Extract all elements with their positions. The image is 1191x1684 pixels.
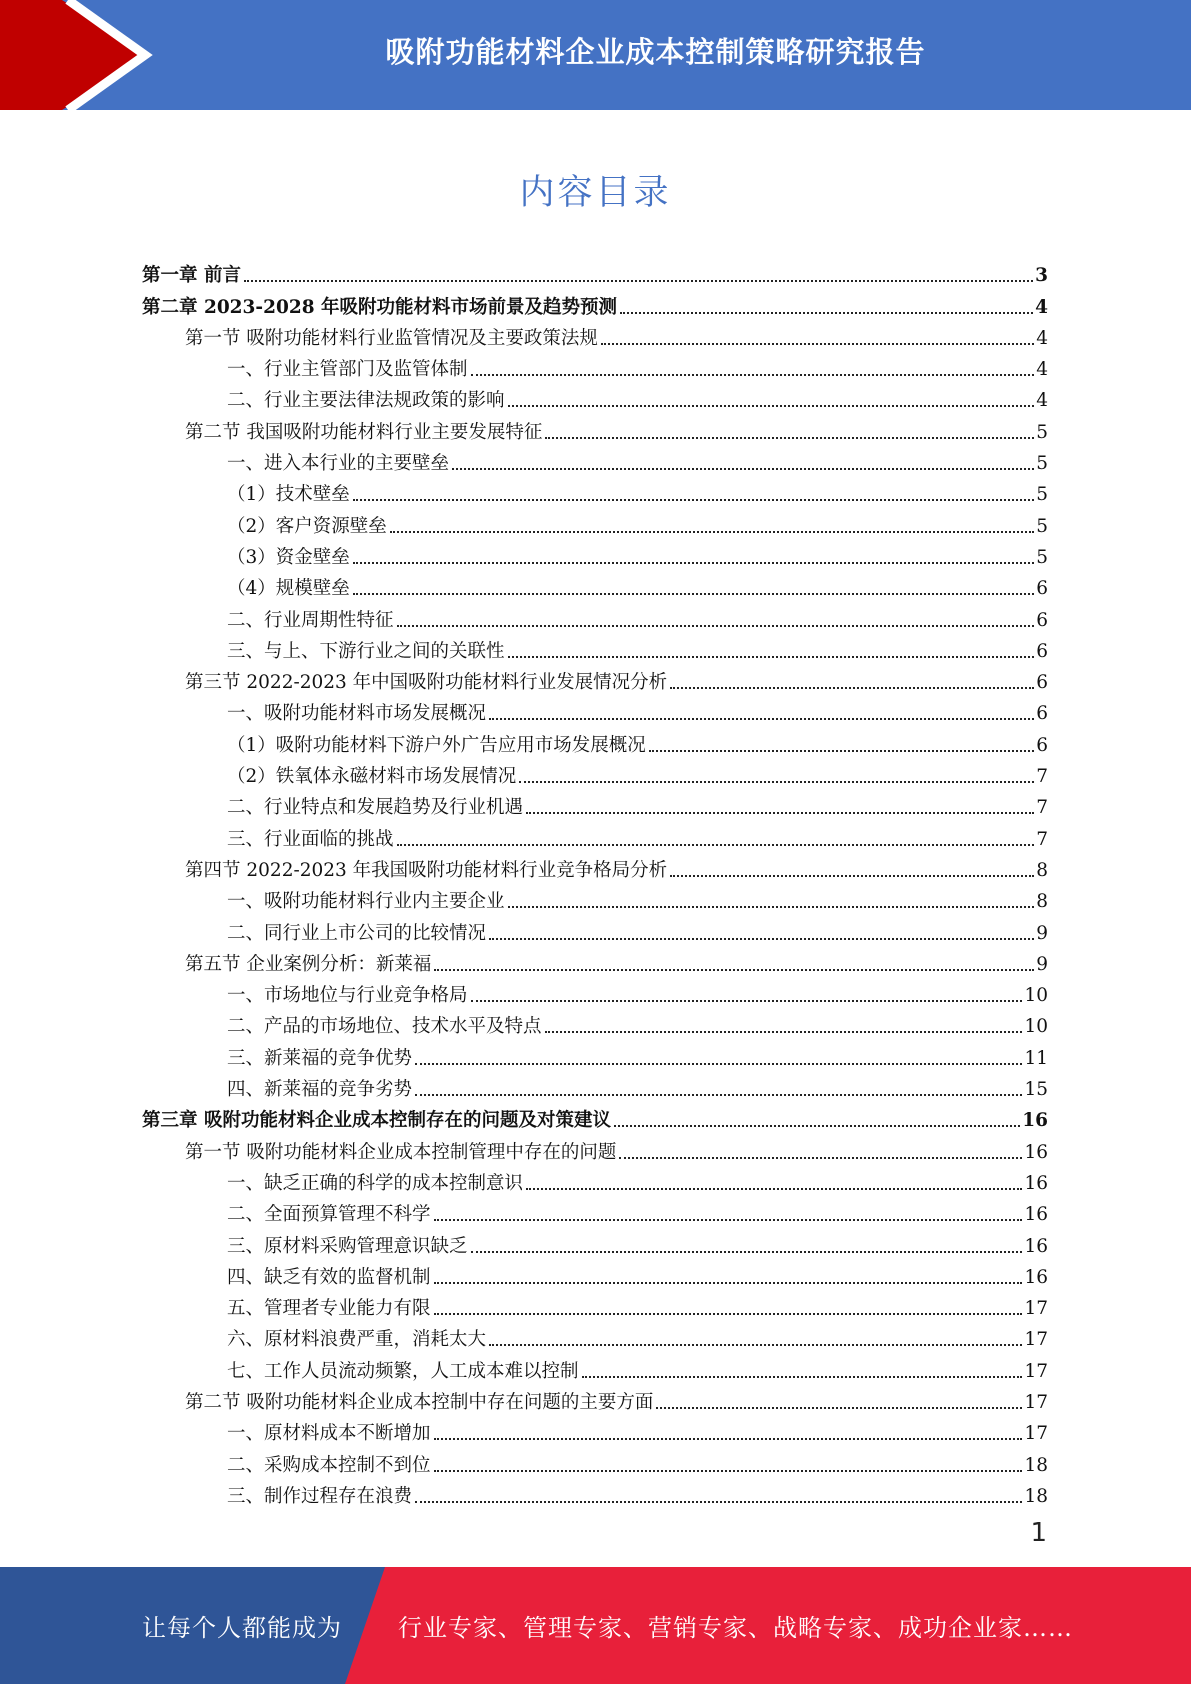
table-of-contents	[142, 256, 1048, 1508]
toc-leader-dots	[508, 656, 1035, 658]
toc-entry-page: 4	[1036, 359, 1048, 381]
toc-leader-dots	[526, 1188, 1022, 1190]
toc-leader-dots	[489, 718, 1034, 720]
toc-entry-label: 二、产品的市场地位、技术水平及特点	[227, 1016, 542, 1038]
toc-entry[interactable]	[142, 1226, 1048, 1257]
toc-entry[interactable]	[142, 1414, 1048, 1445]
toc-entry-page: 5	[1036, 546, 1048, 568]
toc-entry[interactable]	[142, 475, 1048, 506]
toc-entry-page: 7	[1036, 797, 1048, 819]
toc-entry[interactable]	[142, 1132, 1048, 1163]
toc-entry-label: 第二章 2023-2028 年吸附功能材料市场前景及趋势预测	[142, 296, 618, 318]
toc-heading: 内容目录	[519, 173, 672, 213]
toc-entry-page: 6	[1036, 734, 1048, 756]
toc-entry[interactable]	[142, 1477, 1048, 1508]
toc-entry-label: 第一节 吸附功能材料行业监管情况及主要政策法规	[185, 327, 598, 349]
toc-entry-label: 七、工作人员流动频繁，人工成本难以控制	[227, 1360, 579, 1382]
toc-entry-label: 第一章 前言	[142, 265, 241, 287]
toc-entry-label: 一、行业主管部门及监管体制	[227, 359, 468, 381]
toc-entry-page: 5	[1036, 484, 1048, 506]
toc-entry-page: 4	[1036, 390, 1048, 412]
toc-entry[interactable]	[142, 945, 1048, 976]
toc-entry-page: 6	[1036, 640, 1048, 662]
toc-entry-page: 15	[1024, 1079, 1048, 1101]
toc-leader-dots	[489, 1344, 1022, 1346]
toc-entry-page: 5	[1036, 453, 1048, 475]
toc-entry-label: （2）铁氧体永磁材料市场发展情况	[227, 766, 517, 788]
toc-entry-label: 三、原材料采购管理意识缺乏	[227, 1235, 468, 1257]
toc-entry-label: 第一节 吸附功能材料企业成本控制管理中存在的问题	[185, 1141, 617, 1163]
toc-entry-page: 17	[1024, 1329, 1048, 1351]
toc-entry-label: 二、同行业上市公司的比较情况	[227, 922, 487, 944]
toc-leader-dots	[415, 1063, 1022, 1065]
toc-entry-label: 六、原材料浪费严重，消耗太大	[227, 1329, 487, 1351]
toc-entry[interactable]	[142, 788, 1048, 819]
toc-leader-dots	[601, 343, 1034, 345]
toc-entry-label: 三、制作过程存在浪费	[227, 1485, 413, 1507]
toc-entry-page: 16	[1024, 1235, 1048, 1257]
toc-leader-dots	[434, 1313, 1023, 1315]
toc-leader-dots	[434, 1470, 1023, 1472]
toc-entry[interactable]	[142, 350, 1048, 381]
toc-leader-dots	[434, 1438, 1023, 1440]
toc-leader-dots	[434, 969, 1034, 971]
toc-entry-label: 第二节 我国吸附功能材料行业主要发展特征	[185, 421, 543, 443]
toc-leader-dots	[649, 750, 1034, 752]
toc-entry-label: （2）客户资源壁垒	[227, 515, 387, 537]
toc-entry[interactable]	[142, 412, 1048, 443]
toc-entry-label: 一、吸附功能材料行业内主要企业	[227, 891, 505, 913]
toc-leader-dots	[471, 1251, 1023, 1253]
toc-entry-label: 四、缺乏有效的监督机制	[227, 1266, 431, 1288]
toc-leader-dots	[670, 687, 1034, 689]
toc-leader-dots	[656, 1407, 1022, 1409]
footer-slogan-left: 让每个人都能成为	[142, 1614, 342, 1642]
footer-banner	[0, 1567, 1191, 1684]
toc-entry-page: 5	[1036, 421, 1048, 443]
toc-entry-page: 8	[1036, 859, 1048, 881]
toc-leader-dots	[415, 1094, 1022, 1096]
toc-entry-page: 6	[1036, 703, 1048, 725]
toc-entry-label: 第三章 吸附功能材料企业成本控制存在的问题及对策建议	[142, 1110, 611, 1132]
toc-entry[interactable]	[142, 882, 1048, 913]
toc-entry-page: 4	[1036, 327, 1048, 349]
toc-entry-label: 一、进入本行业的主要壁垒	[227, 453, 450, 475]
toc-entry[interactable]	[142, 913, 1048, 944]
toc-entry[interactable]	[142, 1351, 1048, 1382]
toc-entry[interactable]	[142, 694, 1048, 725]
toc-entry[interactable]	[142, 819, 1048, 850]
toc-entry-page: 16	[1024, 1141, 1048, 1163]
toc-entry[interactable]	[142, 632, 1048, 663]
toc-leader-dots	[415, 1501, 1022, 1503]
toc-entry[interactable]	[142, 319, 1048, 350]
toc-entry-page: 5	[1036, 515, 1048, 537]
toc-entry-page: 17	[1024, 1423, 1048, 1445]
toc-leader-dots	[471, 1000, 1023, 1002]
toc-leader-dots	[471, 374, 1035, 376]
toc-leader-dots	[353, 562, 1034, 564]
toc-leader-dots	[582, 1376, 1023, 1378]
toc-entry-label: 第五节 企业案例分析：新莱福	[185, 953, 432, 975]
toc-entry-page: 8	[1036, 891, 1048, 913]
toc-entry-label: 二、行业特点和发展趋势及行业机遇	[227, 797, 524, 819]
toc-entry[interactable]	[142, 1289, 1048, 1320]
toc-entry-page: 16	[1024, 1204, 1048, 1226]
toc-leader-dots	[614, 1125, 1020, 1127]
toc-entry-label: 五、管理者专业能力有限	[227, 1298, 431, 1320]
toc-entry[interactable]	[142, 851, 1048, 882]
toc-entry-label: 三、行业面临的挑战	[227, 828, 394, 850]
toc-entry[interactable]	[142, 381, 1048, 412]
header-banner	[0, 0, 1191, 110]
toc-entry-label: 四、新莱福的竞争劣势	[227, 1079, 413, 1101]
toc-leader-dots	[390, 531, 1034, 533]
toc-entry-page: 17	[1024, 1360, 1048, 1382]
toc-entry[interactable]	[142, 1320, 1048, 1351]
toc-entry-page: 18	[1024, 1454, 1048, 1476]
toc-entry-page: 6	[1036, 609, 1048, 631]
toc-entry-label: 一、原材料成本不断增加	[227, 1423, 431, 1445]
toc-entry-label: 二、全面预算管理不科学	[227, 1204, 431, 1226]
toc-leader-dots	[545, 1031, 1023, 1033]
toc-entry[interactable]	[142, 1007, 1048, 1038]
toc-entry-page: 16	[1024, 1172, 1048, 1194]
toc-leader-dots	[489, 938, 1034, 940]
toc-leader-dots	[508, 906, 1035, 908]
toc-entry[interactable]	[142, 444, 1048, 475]
toc-entry-page: 17	[1024, 1298, 1048, 1320]
toc-entry[interactable]	[142, 1445, 1048, 1476]
toc-entry-label: 二、采购成本控制不到位	[227, 1454, 431, 1476]
toc-entry[interactable]	[142, 256, 1048, 287]
toc-leader-dots	[434, 1219, 1023, 1221]
toc-entry-page: 4	[1035, 296, 1048, 318]
toc-entry[interactable]	[142, 1101, 1048, 1132]
toc-entry-page: 16	[1024, 1266, 1048, 1288]
toc-entry-label: 一、缺乏正确的科学的成本控制意识	[227, 1172, 524, 1194]
toc-entry-label: 一、吸附功能材料市场发展概况	[227, 703, 487, 725]
toc-entry[interactable]	[142, 1164, 1048, 1195]
toc-entry-label: 一、市场地位与行业竞争格局	[227, 985, 468, 1007]
toc-entry[interactable]	[142, 506, 1048, 537]
toc-entry[interactable]	[142, 976, 1048, 1007]
toc-entry-page: 6	[1036, 578, 1048, 600]
toc-entry-page: 17	[1024, 1391, 1048, 1413]
toc-leader-dots	[244, 280, 1033, 282]
toc-entry-label: 第四节 2022-2023 年我国吸附功能材料行业竞争格局分析	[185, 859, 668, 881]
toc-leader-dots	[353, 593, 1034, 595]
toc-entry-page: 18	[1024, 1485, 1048, 1507]
toc-leader-dots	[434, 1282, 1023, 1284]
toc-entry-page: 9	[1036, 953, 1048, 975]
toc-entry[interactable]	[142, 287, 1048, 318]
toc-entry[interactable]	[142, 538, 1048, 569]
toc-entry-label: 第二节 吸附功能材料企业成本控制中存在问题的主要方面	[185, 1391, 654, 1413]
toc-leader-dots	[519, 781, 1034, 783]
toc-leader-dots	[619, 1157, 1022, 1159]
toc-entry-label: 二、行业主要法律法规政策的影响	[227, 390, 505, 412]
toc-leader-dots	[397, 625, 1035, 627]
toc-entry[interactable]	[142, 569, 1048, 600]
toc-entry-page: 7	[1036, 828, 1048, 850]
toc-leader-dots	[670, 875, 1034, 877]
toc-leader-dots	[620, 312, 1033, 314]
toc-entry-label: （1）技术壁垒	[227, 484, 350, 506]
toc-entry-page: 7	[1036, 766, 1048, 788]
toc-entry-label: （1）吸附功能材料下游户外广告应用市场发展概况	[227, 734, 646, 756]
toc-entry-label: 三、与上、下游行业之间的关联性	[227, 640, 505, 662]
toc-entry[interactable]	[142, 1195, 1048, 1226]
toc-entry-label: （4）规模壁垒	[227, 578, 350, 600]
toc-entry[interactable]	[142, 600, 1048, 631]
toc-entry-label: 第三节 2022-2023 年中国吸附功能材料行业发展情况分析	[185, 672, 668, 694]
toc-leader-dots	[452, 468, 1034, 470]
toc-entry-page: 6	[1036, 672, 1048, 694]
toc-entry-page: 16	[1022, 1110, 1048, 1132]
toc-entry[interactable]	[142, 757, 1048, 788]
footer-slogan-right: 行业专家、管理专家、营销专家、战略专家、成功企业家……	[398, 1614, 1073, 1642]
toc-entry-page: 9	[1036, 922, 1048, 944]
toc-entry[interactable]	[142, 663, 1048, 694]
toc-leader-dots	[353, 499, 1034, 501]
toc-entry-page: 10	[1024, 985, 1048, 1007]
toc-entry-label: 三、新莱福的竞争优势	[227, 1047, 413, 1069]
toc-entry[interactable]	[142, 1038, 1048, 1069]
toc-entry-label: （3）资金壁垒	[227, 546, 350, 568]
toc-entry-page: 3	[1035, 265, 1048, 287]
toc-entry-label: 二、行业周期性特征	[227, 609, 394, 631]
toc-entry-page: 10	[1024, 1016, 1048, 1038]
page-number: 1	[1030, 1518, 1047, 1548]
toc-leader-dots	[545, 437, 1034, 439]
toc-entry[interactable]	[142, 1383, 1048, 1414]
toc-leader-dots	[526, 812, 1034, 814]
toc-entry[interactable]	[142, 1070, 1048, 1101]
toc-leader-dots	[397, 844, 1035, 846]
toc-entry[interactable]	[142, 725, 1048, 756]
report-title: 吸附功能材料企业成本控制策略研究报告	[385, 34, 926, 69]
toc-entry[interactable]	[142, 1258, 1048, 1289]
toc-entry-page: 11	[1024, 1047, 1048, 1069]
toc-leader-dots	[508, 405, 1035, 407]
